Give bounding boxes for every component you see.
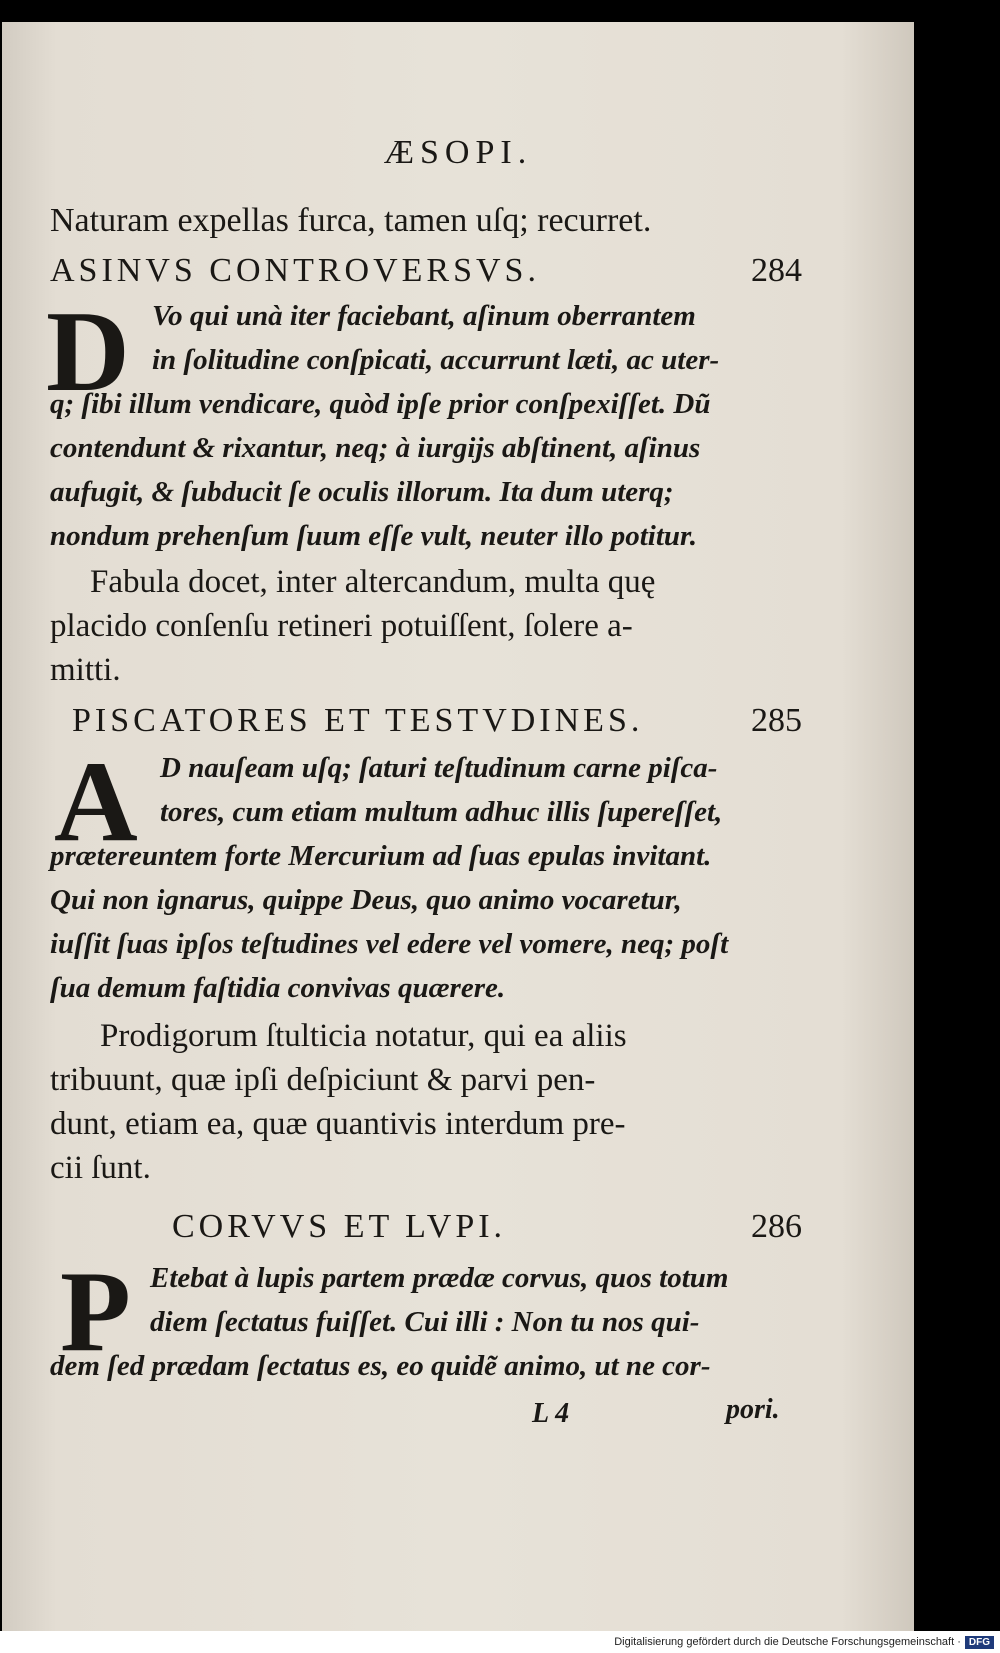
footer-text: Digitalisierung gefördert durch die Deutsche Forschungsgemeinschaft · <box>614 1636 961 1648</box>
fable-text-line: prætereuntem forte Mercurium ad ſuas epulas invitant. <box>50 840 712 872</box>
drop-cap-initial: P <box>60 1248 131 1376</box>
fable-title-text: CORVVS ET LVPI. <box>172 1208 507 1245</box>
fable-text-line: aufugit, & ſubducit ſe oculis illorum. Ita dum uterq; <box>50 476 674 508</box>
fable-text-line: D nauſeam uſq; ſaturi teſtudinum carne piſca- <box>160 752 718 784</box>
fable-text-line: Qui non ignarus, quippe Deus, quo animo vocaretur, <box>50 884 682 916</box>
catchword: pori. <box>726 1394 780 1425</box>
running-head: ÆSOPI. <box>383 134 533 171</box>
fable-title-text: PISCATORES ET TESTVDINES. <box>72 702 644 739</box>
fable-title <box>50 252 802 290</box>
fable-text-line: dem ſed prædam ſectatus es, eo quidẽ animo, ut ne cor- <box>50 1350 711 1382</box>
fable-title-text: ASINVS CONTROVERSVS. <box>50 252 540 289</box>
drop-cap-initial: D <box>46 288 130 416</box>
fable-text-line: q; ſibi illum vendicare, quòd ipſe prior conſpexiſſet. Dũ <box>50 388 711 420</box>
fable-text-line: nondum prehenſum ſuum eſſe vult, neuter illo potitur. <box>50 520 697 552</box>
fable-text-line: contendunt & rixantur, neq; à iurgijs abſtinent, aſinus <box>50 432 701 464</box>
signature-mark: L 4 <box>532 1398 570 1429</box>
digitization-footer <box>0 1631 1000 1653</box>
book-page <box>2 22 914 1634</box>
moral-line: Prodigorum ſtulticia notatur, qui ea aliis <box>100 1018 627 1054</box>
fable-number: 284 <box>751 252 802 289</box>
fable-text-line: Vo qui unà iter faciebant, aſinum oberrantem <box>152 300 696 332</box>
fable-text-line: diem ſectatus fuiſſet. Cui illi : Non tu nos qui- <box>150 1306 700 1338</box>
moral-line: tribuunt, quæ ipſi deſpiciunt & parvi pen- <box>50 1062 596 1098</box>
fable-number: 285 <box>751 702 802 739</box>
dfg-logo: DFG <box>965 1636 994 1649</box>
drop-cap-initial: A <box>54 738 138 866</box>
fable-text-line: ſua demum faſtidia convivas quærere. <box>50 972 506 1004</box>
moral-line: cii ſunt. <box>50 1150 151 1186</box>
fable-number: 286 <box>751 1208 802 1245</box>
fable-title <box>72 702 802 740</box>
moral-line: mitti. <box>50 652 121 688</box>
moral-line: dunt, etiam ea, quæ quantivis interdum pre- <box>50 1106 626 1142</box>
fable-text-line: Etebat à lupis partem prædæ corvus, quos totum <box>150 1262 729 1294</box>
moral-line: placido conſenſu retineri potuiſſent, ſolere a- <box>50 608 633 644</box>
fable-text-line: iuſſit ſuas ipſos teſtudines vel edere vel vomere, neq; poſt <box>50 928 729 960</box>
intro-line: Naturam expellas furca, tamen uſq; recurret. <box>50 202 652 239</box>
fable-text-line: tores, cum etiam multum adhuc illis ſupereſſet, <box>160 796 723 828</box>
fable-text-line: in ſolitudine conſpicati, accurrunt læti, ac uter- <box>152 344 720 376</box>
moral-line: Fabula docet, inter altercandum, multa quę <box>90 564 656 600</box>
fable-title <box>172 1208 802 1246</box>
